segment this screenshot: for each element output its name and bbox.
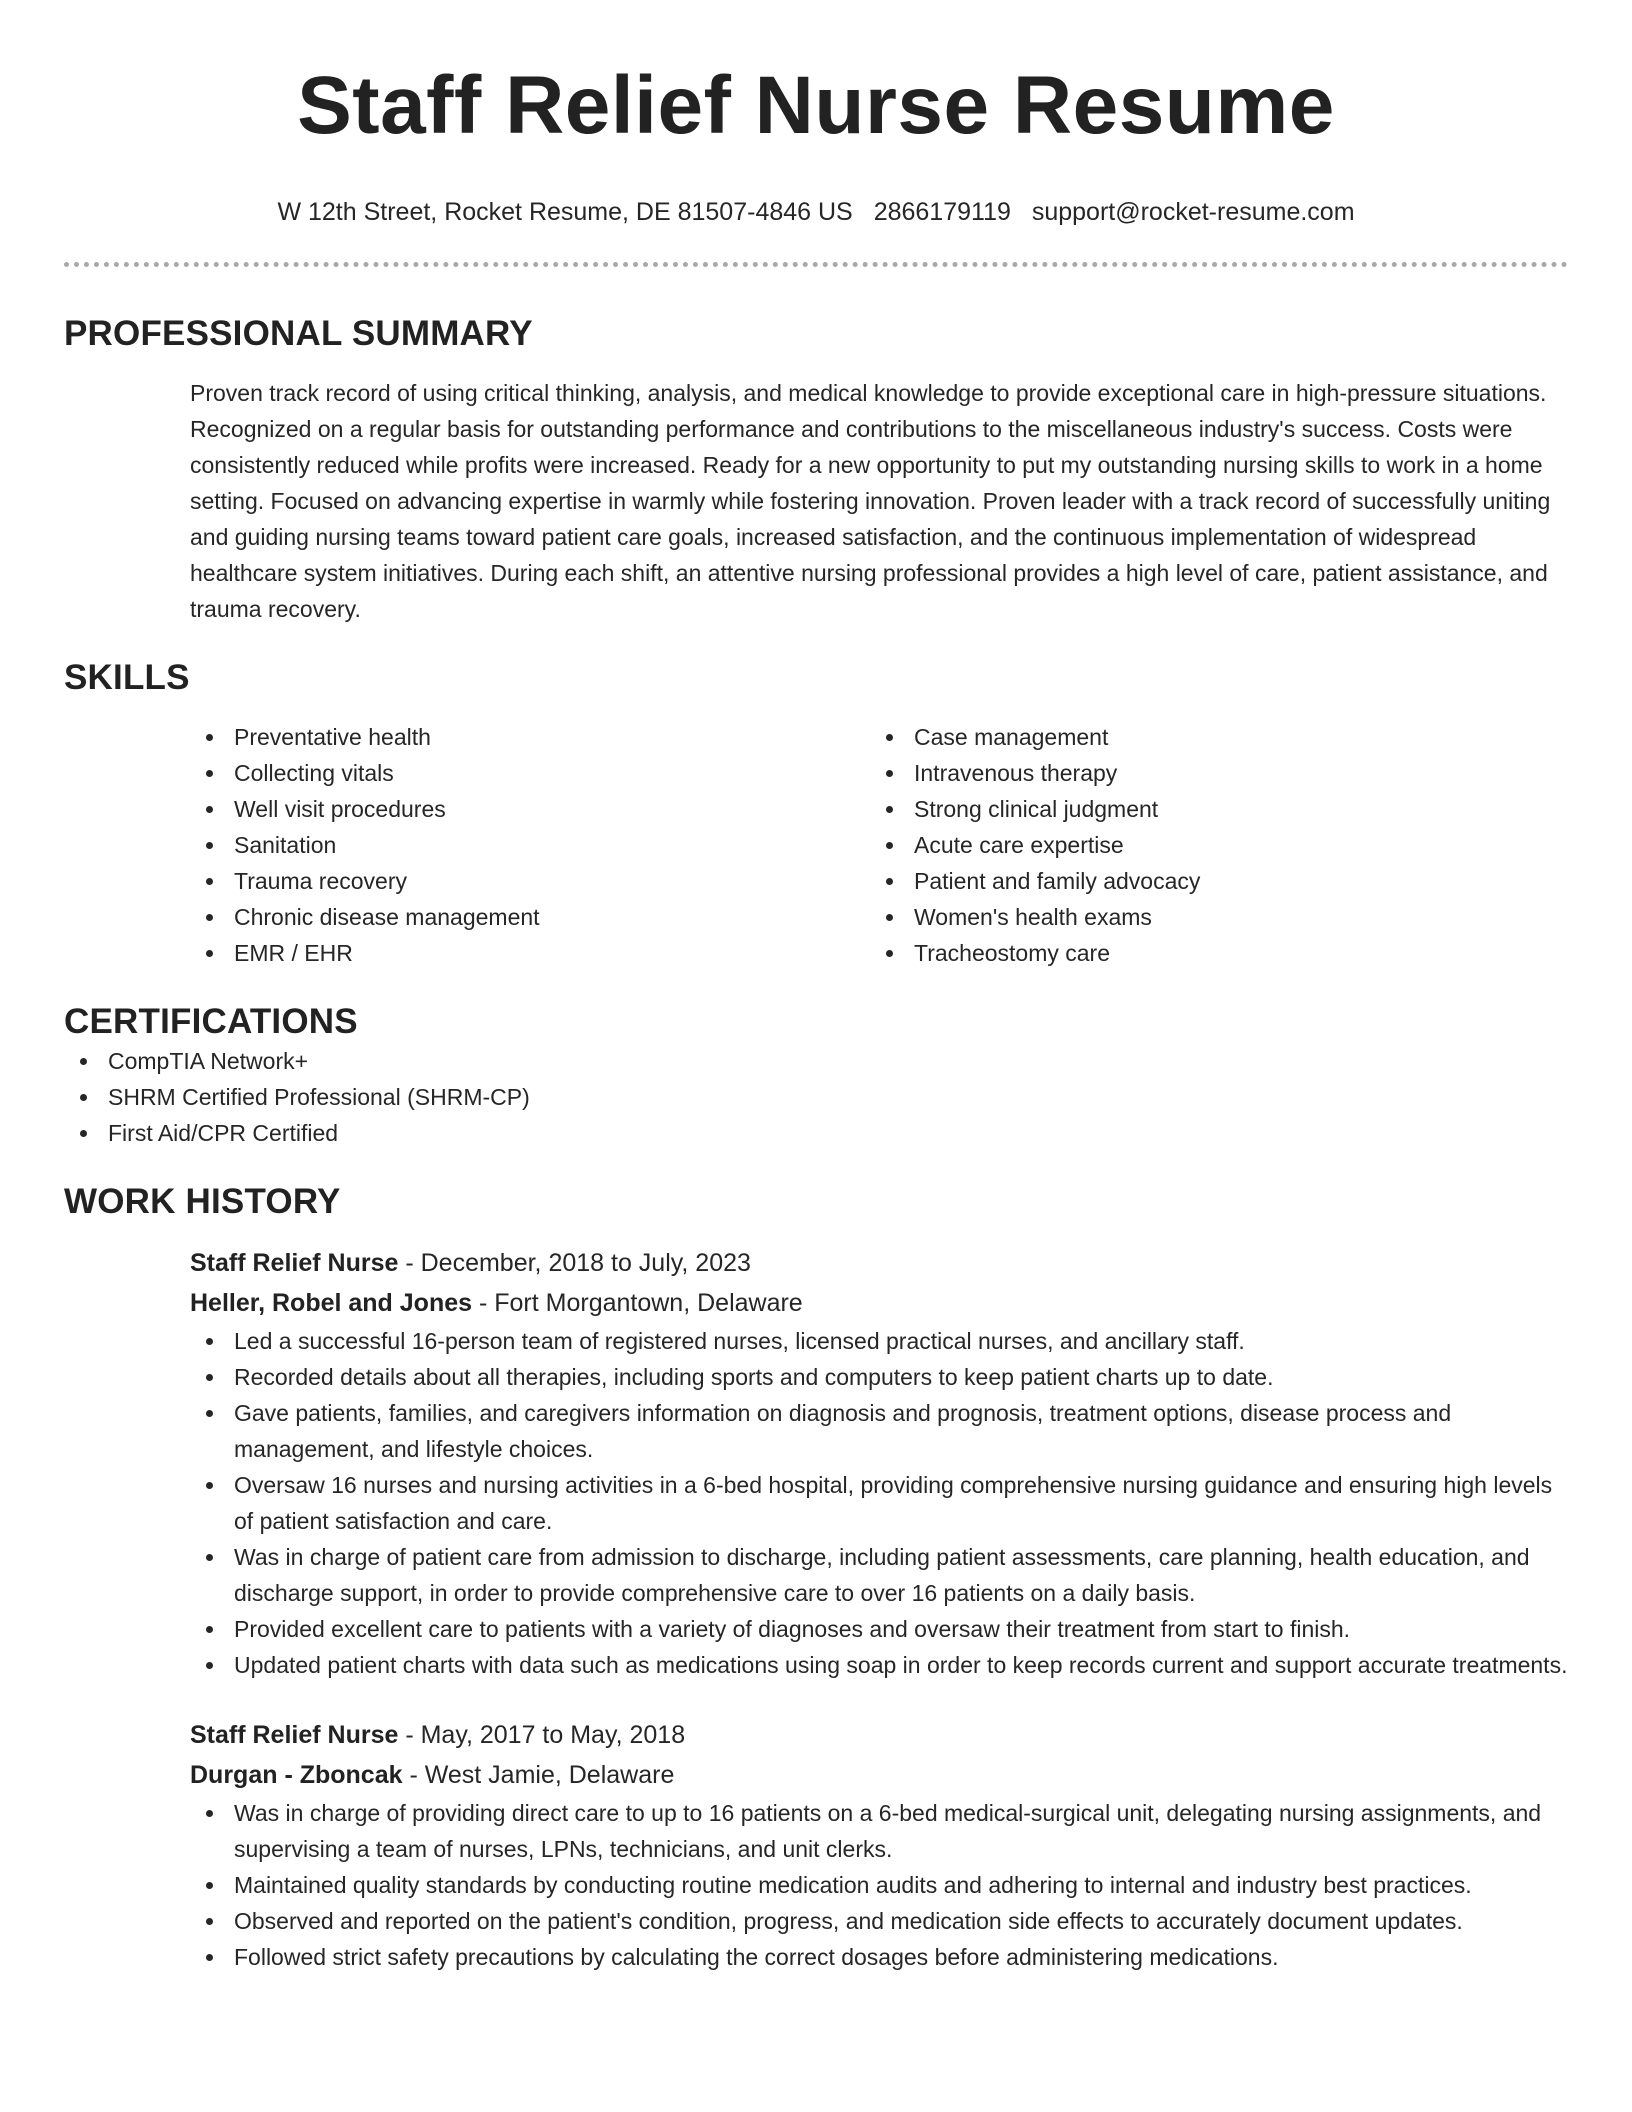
- job-duties-list: [190, 1795, 1568, 1975]
- job-dates: - December, 2018 to July, 2023: [398, 1249, 751, 1277]
- summary-text: Proven track record of using critical thinking, analysis, and medical knowledge to provide exceptional care in high-pressure situations. Recognized on a regular basis for outstanding performance and contributions to the miscellaneous industry's success. Costs were consistently reduced while profits were increased. Ready for a new opportunity to put my outstanding nursing skills to work in a home setting. Focused on advancing expertise in warmly while fostering innovation. Proven leader with a track record of successfully uniting and guiding nursing teams toward patient care goals, increased satisfaction, and the continuous implementation of widespread healthcare system initiatives. During each shift, an attentive nursing professional provides a high level of care, patient assistance, and trauma recovery.: [190, 380, 1551, 622]
- skills-list-right: [870, 719, 1550, 971]
- contact-address: W 12th Street, Rocket Resume, DE 81507-4846 US: [277, 198, 853, 226]
- bullet-icon: [206, 734, 213, 741]
- job-title: Staff Relief Nurse: [190, 1721, 399, 1749]
- list-item: CompTIA Network+: [64, 1043, 1568, 1079]
- list-item: SHRM Certified Professional (SHRM-CP): [64, 1079, 1568, 1115]
- bullet-icon: [886, 806, 893, 813]
- certifications-section: [64, 1001, 1568, 1151]
- bullet-icon: [206, 1374, 213, 1381]
- bullet-icon: [80, 1130, 87, 1137]
- list-item: Chronic disease management: [190, 899, 870, 935]
- summary-section: [64, 313, 1568, 627]
- work-history-section: [64, 1181, 1568, 1975]
- bullet-icon: [80, 1058, 87, 1065]
- bullet-icon: [886, 914, 893, 921]
- skills-list-left: [190, 719, 870, 971]
- header-divider: [64, 262, 1568, 267]
- bullet-icon: [886, 878, 893, 885]
- bullet-icon: [206, 1554, 213, 1561]
- work-history-heading: WORK HISTORY: [64, 1182, 341, 1221]
- list-item: Intravenous therapy: [870, 755, 1550, 791]
- list-item: Followed strict safety precautions by calculating the correct dosages before administering medications.: [190, 1939, 1568, 1975]
- bullet-icon: [206, 1810, 213, 1817]
- bullet-icon: [886, 842, 893, 849]
- skills-column-right: [870, 719, 1550, 971]
- list-item: Trauma recovery: [190, 863, 870, 899]
- bullet-icon: [206, 1338, 213, 1345]
- bullet-icon: [206, 1410, 213, 1417]
- job-title-line: [190, 1715, 1568, 1755]
- bullet-icon: [886, 950, 893, 957]
- job-entry: [190, 1715, 1568, 1975]
- contact-line: [64, 196, 1568, 228]
- bullet-icon: [206, 878, 213, 885]
- bullet-icon: [206, 1482, 213, 1489]
- list-item: Sanitation: [190, 827, 870, 863]
- list-item: Led a successful 16-person team of registered nurses, licensed practical nurses, and ancillary staff.: [190, 1323, 1568, 1359]
- list-item: First Aid/CPR Certified: [64, 1115, 1568, 1151]
- contact-email: support@rocket-resume.com: [1031, 198, 1355, 226]
- resume-title: Staff Relief Nurse Resume: [297, 60, 1335, 151]
- job-title: Staff Relief Nurse: [190, 1249, 399, 1277]
- skills-section: [64, 657, 1568, 971]
- bullet-icon: [206, 1954, 213, 1961]
- job-employer: Heller, Robel and Jones: [190, 1289, 473, 1317]
- list-item: Oversaw 16 nurses and nursing activities in a 6-bed hospital, providing comprehensive nursing guidance and ensuring high levels of patient satisfaction and care.: [190, 1467, 1568, 1539]
- bullet-icon: [206, 914, 213, 921]
- job-employer: Durgan - Zboncak: [190, 1761, 403, 1789]
- list-item: Patient and family advocacy: [870, 863, 1550, 899]
- job-entry: [190, 1243, 1568, 1683]
- list-item: Maintained quality standards by conducting routine medication audits and adhering to internal and industry best practices.: [190, 1867, 1568, 1903]
- bullet-icon: [886, 770, 893, 777]
- list-item: Recorded details about all therapies, including sports and computers to keep patient charts up to date.: [190, 1359, 1568, 1395]
- summary-heading: PROFESSIONAL SUMMARY: [64, 314, 533, 353]
- bullet-icon: [206, 770, 213, 777]
- list-item: Well visit procedures: [190, 791, 870, 827]
- job-title-line: [190, 1243, 1568, 1283]
- list-item: Was in charge of patient care from admission to discharge, including patient assessments, care planning, health education, and discharge support, in order to provide comprehensive care to over 16 patients on a daily basis.: [190, 1539, 1568, 1611]
- list-item: Acute care expertise: [870, 827, 1550, 863]
- list-item: Was in charge of providing direct care to up to 16 patients on a 6-bed medical-surgical unit, delegating nursing assignments, and supervising a team of nurses, LPNs, technicians, and unit clerks.: [190, 1795, 1568, 1867]
- list-item: Strong clinical judgment: [870, 791, 1550, 827]
- list-item: Case management: [870, 719, 1550, 755]
- list-item: Women's health exams: [870, 899, 1550, 935]
- bullet-icon: [206, 1626, 213, 1633]
- job-employer-line: [190, 1755, 1568, 1795]
- list-item: Preventative health: [190, 719, 870, 755]
- list-item: Tracheostomy care: [870, 935, 1550, 971]
- skills-columns: [190, 719, 1568, 971]
- certifications-heading: CERTIFICATIONS: [64, 1002, 358, 1041]
- list-item: Updated patient charts with data such as medications using soap in order to keep records current and support accurate treatments.: [190, 1647, 1568, 1683]
- list-item: Collecting vitals: [190, 755, 870, 791]
- job-location: - Fort Morgantown, Delaware: [472, 1289, 803, 1317]
- certifications-list: [64, 1043, 1568, 1151]
- job-location: - West Jamie, Delaware: [402, 1761, 675, 1789]
- bullet-icon: [80, 1094, 87, 1101]
- skills-column-left: [190, 719, 870, 971]
- bullet-icon: [886, 734, 893, 741]
- job-duties-list: [190, 1323, 1568, 1683]
- list-item: Gave patients, families, and caregivers information on diagnosis and prognosis, treatment options, disease process and management, and lifestyle choices.: [190, 1395, 1568, 1467]
- job-dates: - May, 2017 to May, 2018: [398, 1721, 686, 1749]
- bullet-icon: [206, 950, 213, 957]
- bullet-icon: [206, 806, 213, 813]
- bullet-icon: [206, 1662, 213, 1669]
- skills-heading: SKILLS: [64, 658, 190, 697]
- list-item: EMR / EHR: [190, 935, 870, 971]
- bullet-icon: [206, 1918, 213, 1925]
- bullet-icon: [206, 1882, 213, 1889]
- job-employer-line: [190, 1283, 1568, 1323]
- contact-phone: 2866179119: [873, 198, 1011, 226]
- list-item: Observed and reported on the patient's condition, progress, and medication side effects to accurately document updates.: [190, 1903, 1568, 1939]
- bullet-icon: [206, 842, 213, 849]
- list-item: Provided excellent care to patients with a variety of diagnoses and oversaw their treatment from start to finish.: [190, 1611, 1568, 1647]
